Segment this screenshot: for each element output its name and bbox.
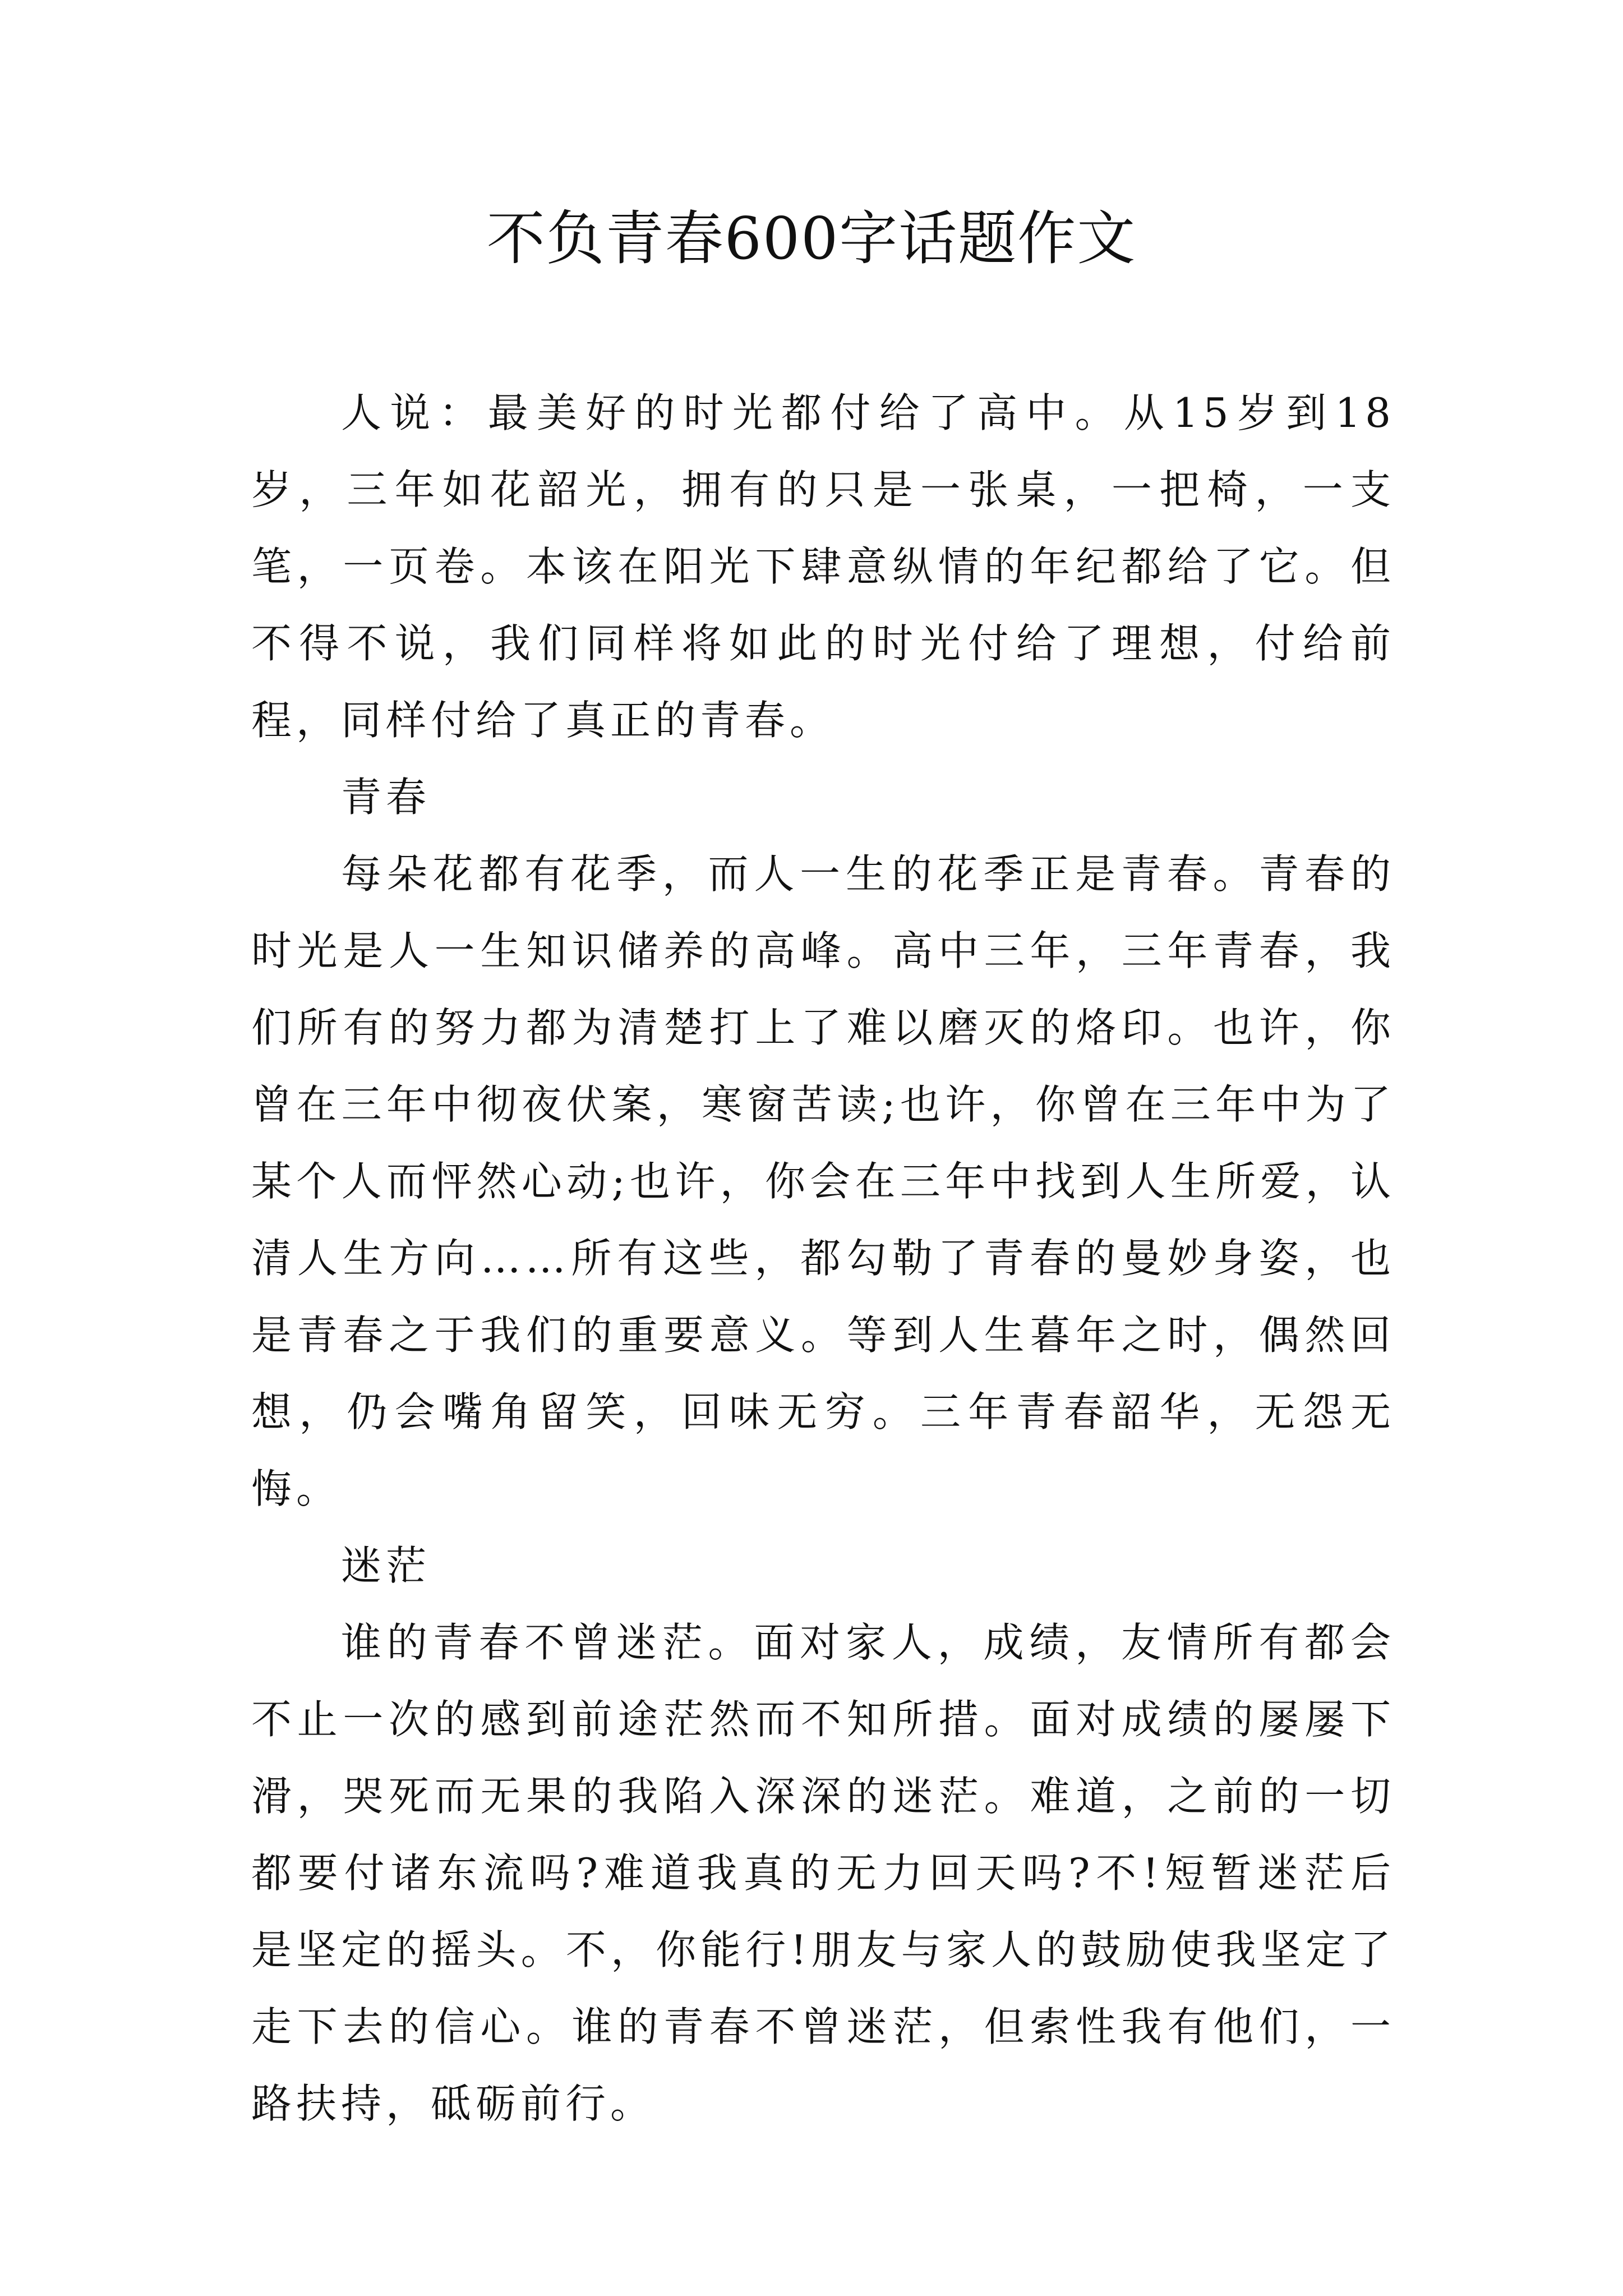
- document-body: [251, 375, 1395, 2142]
- section-heading-confusion: 迷茫: [341, 1542, 431, 1589]
- document-title: 不负青春600字话题作文: [486, 204, 1137, 273]
- paragraph-confusion: 谁的青春不曾迷茫。面对家人，成绩，友情所有都会不止一次的感到前途茫然而不知所措。面对成绩的屡屡下滑，哭死而无果的我陷入深深的迷茫。难道，之前的一切都要付诸东流吗?难道我真的无力回天吗?不!短暂迷茫后是坚定的摇头。不，你能行!朋友与家人的鼓励使我坚定了走下去的信心。谁的青春不曾迷茫，但索性我有他们，一路扶持，砥砺前行。: [251, 1619, 1395, 2127]
- section-heading-youth: 青春: [341, 774, 431, 821]
- paragraph-intro: 人说：最美好的时光都付给了高中。从15岁到18岁，三年如花韶光，拥有的只是一张桌，一把椅，一支笔，一页卷。本该在阳光下肆意纵情的年纪都给了它。但不得不说，我们同样将如此的时光付给了理想，付给前程，同样付给了真正的青春。: [251, 389, 1395, 744]
- paragraph-youth: 每朵花都有花季，而人一生的花季正是青春。青春的时光是人一生知识储养的高峰。高中三年，三年青春，我们所有的努力都为清楚打上了难以磨灭的烙印。也许，你曾在三年中彻夜伏案，寒窗苦读;也许，你曾在三年中为了某个人而怦然心动;也许，你会在三年中找到人生所爱，认清人生方向……所有这些，都勾勒了青春的曼妙身姿，也是青春之于我们的重要意义。等到人生暮年之时，偶然回想，仍会嘴角留笑，回味无穷。三年青春韶华，无怨无悔。: [251, 850, 1395, 1512]
